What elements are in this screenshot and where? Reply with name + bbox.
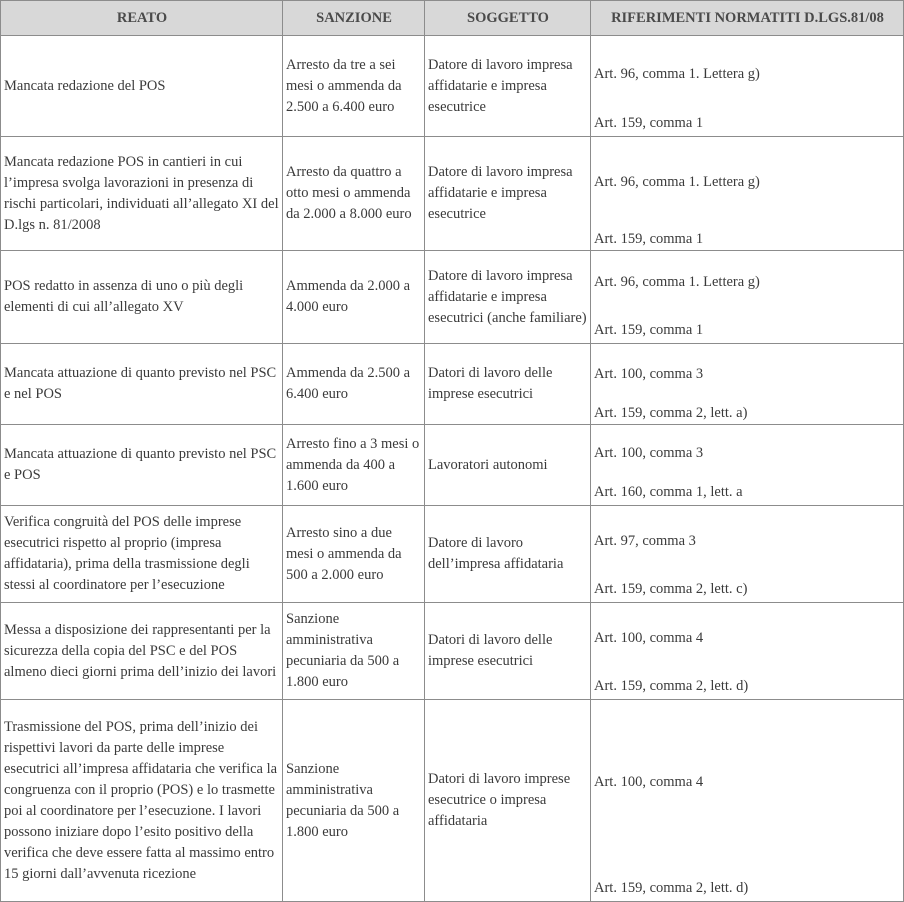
reference-primary: Art. 100, comma 4 [594, 774, 704, 790]
reference-primary: Art. 100, comma 3 [594, 445, 704, 461]
header-sanzione: SANZIONE [283, 1, 425, 36]
cell-sanzione: Arresto fino a 3 mesi o ammenda da 400 a 1.600 euro [283, 425, 425, 506]
cell-soggetto: Datori di lavoro delle imprese esecutrici [425, 603, 591, 700]
cell-sanzione: Sanzione amministrativa pecuniaria da 500 a 1.800 euro [283, 603, 425, 700]
reference-secondary: Art. 159, comma 2, lett. d) [594, 678, 749, 694]
reference-primary: Art. 96, comma 1. Lettera g) [594, 274, 760, 290]
cell-riferimenti [591, 36, 904, 137]
reference-secondary: Art. 159, comma 2, lett. c) [594, 581, 748, 597]
cell-reato: Mancata redazione POS in cantieri in cui l’impresa svolga lavorazioni in presenza di rischi particolari, individuati all’allegato XI del D.lgs n. 81/2008 [1, 137, 283, 251]
cell-riferimenti [591, 603, 904, 700]
cell-soggetto: Datori di lavoro delle imprese esecutrici [425, 344, 591, 425]
reference-primary: Art. 96, comma 1. Lettera g) [594, 174, 760, 190]
header-riferimenti: RIFERIMENTI NORMATITI D.LGS.81/08 [591, 1, 904, 36]
cell-reato: Mancata attuazione di quanto previsto nel PSC e POS [1, 425, 283, 506]
reference-secondary: Art. 160, comma 1, lett. a [594, 484, 743, 500]
cell-riferimenti [591, 344, 904, 425]
table-row [1, 425, 904, 506]
cell-sanzione: Arresto da tre a sei mesi o ammenda da 2.500 a 6.400 euro [283, 36, 425, 137]
cell-sanzione: Arresto sino a due mesi o ammenda da 500 a 2.000 euro [283, 506, 425, 603]
table-row [1, 36, 904, 137]
reference-primary: Art. 97, comma 3 [594, 533, 696, 549]
cell-reato: Trasmissione del POS, prima dell’inizio dei rispettivi lavori da parte delle imprese esecutrici all’impresa affidataria che verifica la congruenza con il proprio (POS) e lo trasmette poi al coordinatore per l’esecuzione. I lavori possono iniziare dopo l’esito positivo della verifica che deve essere fatta al massimo entro 15 giorni dall’avvenuta ricezione [1, 700, 283, 902]
table-header-row [1, 1, 904, 36]
cell-riferimenti [591, 137, 904, 251]
reference-primary: Art. 100, comma 3 [594, 366, 704, 382]
cell-reato: POS redatto in assenza di uno o più degli elementi di cui all’allegato XV [1, 251, 283, 344]
cell-riferimenti [591, 251, 904, 344]
cell-soggetto: Datori di lavoro imprese esecutrice o impresa affidataria [425, 700, 591, 902]
cell-sanzione: Ammenda da 2.500 a 6.400 euro [283, 344, 425, 425]
cell-soggetto: Datore di lavoro impresa affidatarie e impresa esecutrice [425, 137, 591, 251]
table-row [1, 137, 904, 251]
table-row [1, 506, 904, 603]
reference-secondary: Art. 159, comma 1 [594, 231, 704, 247]
cell-reato: Mancata redazione del POS [1, 36, 283, 137]
cell-riferimenti [591, 700, 904, 902]
cell-sanzione: Sanzione amministrativa pecuniaria da 500 a 1.800 euro [283, 700, 425, 902]
reference-secondary: Art. 159, comma 2, lett. a) [594, 405, 748, 421]
cell-riferimenti [591, 506, 904, 603]
cell-soggetto: Datore di lavoro impresa affidatarie e impresa esecutrici (anche familiare) [425, 251, 591, 344]
header-soggetto: SOGGETTO [425, 1, 591, 36]
cell-reato: Mancata attuazione di quanto previsto nel PSC e nel POS [1, 344, 283, 425]
reference-primary: Art. 96, comma 1. Lettera g) [594, 66, 760, 82]
table-row [1, 344, 904, 425]
cell-sanzione: Arresto da quattro a otto mesi o ammenda da 2.000 a 8.000 euro [283, 137, 425, 251]
cell-reato: Verifica congruità del POS delle imprese esecutrici rispetto al proprio (impresa affidataria), prima della trasmissione degli stessi al coordinatore per l’esecuzione [1, 506, 283, 603]
cell-soggetto: Datore di lavoro impresa affidatarie e impresa esecutrice [425, 36, 591, 137]
header-reato: REATO [1, 1, 283, 36]
table-row [1, 251, 904, 344]
table-row [1, 700, 904, 902]
cell-soggetto: Lavoratori autonomi [425, 425, 591, 506]
cell-reato: Messa a disposizione dei rappresentanti per la sicurezza della copia del PSC e del POS almeno dieci giorni prima dell’inizio dei lavori [1, 603, 283, 700]
table-row [1, 603, 904, 700]
cell-sanzione: Ammenda da 2.000 a 4.000 euro [283, 251, 425, 344]
reference-secondary: Art. 159, comma 2, lett. d) [594, 880, 749, 896]
cell-riferimenti [591, 425, 904, 506]
reference-secondary: Art. 159, comma 1 [594, 115, 704, 131]
reference-secondary: Art. 159, comma 1 [594, 322, 704, 338]
cell-soggetto: Datore di lavoro dell’impresa affidataria [425, 506, 591, 603]
reference-primary: Art. 100, comma 4 [594, 630, 704, 646]
